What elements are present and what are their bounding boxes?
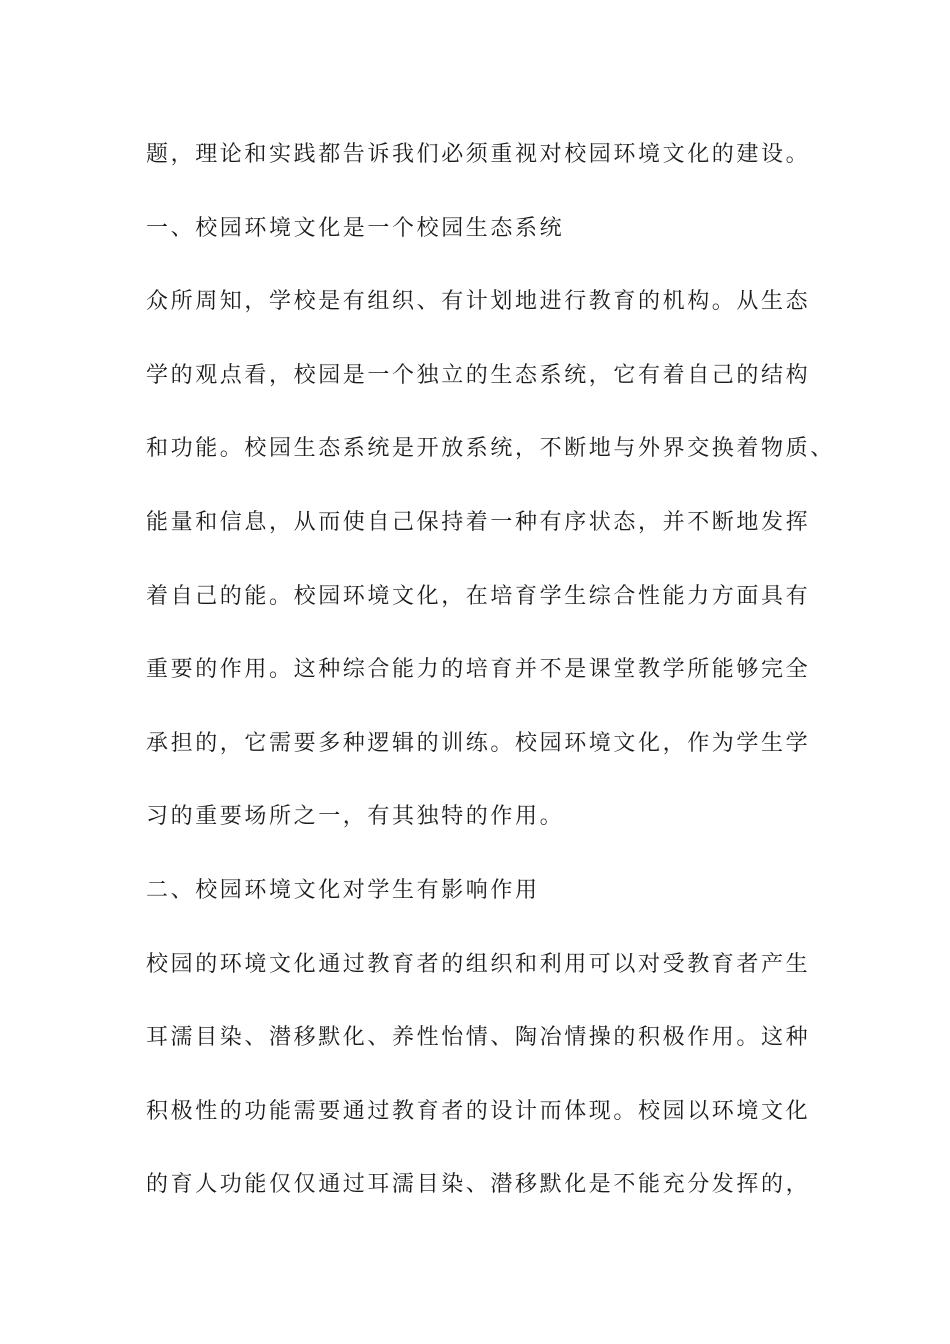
text-line: 的育人功能仅仅通过耳濡目染、潜移默化是不能充分发挥的，	[146, 1172, 811, 1198]
document-body	[146, 136, 835, 1240]
text-line: 能量和信息，从而使自己保持着一种有序状态，并不断地发挥	[146, 509, 811, 535]
text-line: 承担的，它需要多种逻辑的训练。校园环境文化，作为学生学	[146, 730, 811, 756]
text-line: 众所周知，学校是有组织、有计划地进行教育的机构。从生态	[146, 289, 811, 315]
text-line: 耳濡目染、潜移默化、养性怡情、陶冶情操的积极作用。这种	[146, 1025, 811, 1051]
text-line: 重要的作用。这种综合能力的培育并不是课堂教学所能够完全	[146, 657, 811, 683]
text-line: 积极性的功能需要通过教育者的设计而体现。校园以环境文化	[146, 1098, 811, 1124]
text-line: 学的观点看，校园是一个独立的生态系统，它有着自己的结构	[146, 362, 811, 388]
section-heading: 一、校园环境文化是一个校园生态系统	[146, 215, 565, 241]
text-line: 题，理论和实践都告诉我们必须重视对校园环境文化的建设。	[146, 142, 811, 167]
section-heading: 二、校园环境文化对学生有影响作用	[146, 877, 540, 903]
text-line: 和功能。校园生态系统是开放系统，不断地与外界交换着物质、	[146, 436, 835, 462]
text-line: 着自己的能。校园环境文化，在培育学生综合性能力方面具有	[146, 583, 811, 609]
text-line: 校园的环境文化通过教育者的组织和利用可以对受教育者产生	[146, 951, 811, 977]
text-line: 习的重要场所之一，有其独特的作用。	[146, 804, 565, 830]
